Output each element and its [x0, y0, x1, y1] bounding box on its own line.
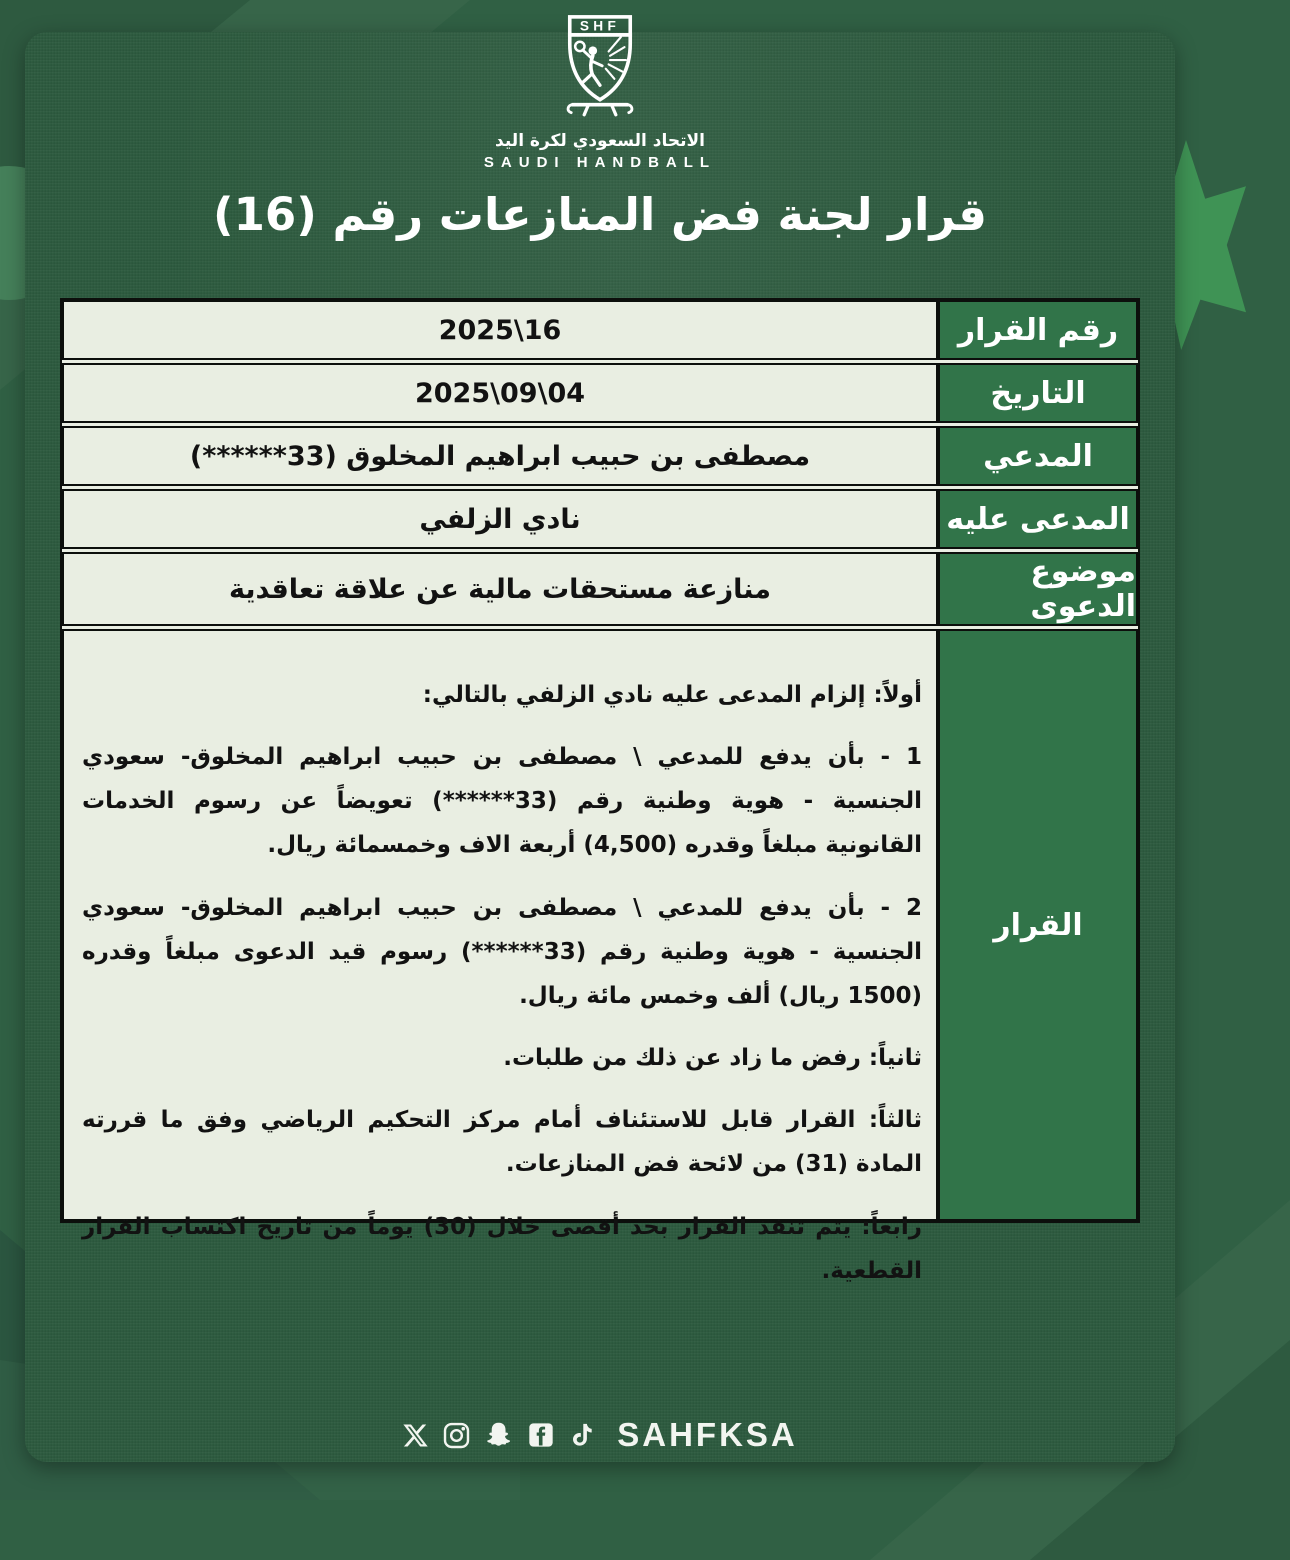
- federation-name-arabic: الاتحاد السعودي لكرة اليد: [495, 131, 705, 151]
- row-label: القرار: [938, 629, 1138, 1221]
- x-twitter-icon: [402, 1422, 429, 1449]
- row-value: منازعة مستحقات مالية عن علاقة تعاقدية: [62, 552, 938, 626]
- row-label: المدعى عليه: [938, 489, 1138, 549]
- decision-paragraph: ثانياً: رفض ما زاد عن ذلك من طلبات.: [503, 1045, 922, 1072]
- decision-paragraph: 1 - بأن يدفع للمدعي \ مصطفى بن حبيب ابراهيم المخلوق- سعودي الجنسية - هوية وطنية رقم (33******) تعويضاً عن رسوم الخدمات القانونية مبلغاً وقدره (4,500) أربعة الاف وخمسمائة ريال.: [82, 744, 922, 859]
- row-label: التاريخ: [938, 363, 1138, 423]
- social-handle: SAHFKSA: [617, 1416, 798, 1453]
- snapchat-icon: [484, 1420, 514, 1450]
- federation-name-english: SAUDI HANDBALL: [483, 154, 717, 171]
- decision-paragraph: ثالثاً: القرار قابل للاستئناف أمام مركز التحكيم الرياضي وفق ما قررته المادة (31) من لائحة فض المنازعات.: [82, 1107, 922, 1178]
- row-value: نادي الزلفي: [62, 489, 938, 549]
- table-row-decision-number: [62, 300, 1138, 360]
- row-label: رقم القرار: [938, 300, 1138, 360]
- row-value: 16\2025: [62, 300, 938, 360]
- page-title: قرار لجنة فض المنازعات رقم (16): [213, 188, 987, 241]
- svg-text:SHF: SHF: [579, 18, 621, 34]
- table-row-defendant: [62, 489, 1138, 549]
- facebook-icon: [527, 1421, 555, 1449]
- table-row-date: [62, 363, 1138, 423]
- decision-paragraph: 2 - بأن يدفع للمدعي \ مصطفى بن حبيب ابراهيم المخلوق- سعودي الجنسية - هوية وطنية رقم (33******) رسوم قيد الدعوى مبلغاً وقدره (1500 ريال) ألف وخمس مائة ريال.: [82, 894, 923, 1009]
- row-value: 04\09\2025: [62, 363, 938, 423]
- decision-text: [62, 629, 938, 1284]
- decision-paragraph: أولاً: إلزام المدعى عليه نادي الزلفي بالتالي:: [422, 682, 922, 708]
- shf-federation-logo: [0, 0, 1200, 171]
- instagram-icon: [442, 1421, 471, 1450]
- tiktok-icon: [568, 1421, 596, 1449]
- table-row-case-subject: [62, 552, 1138, 626]
- decision-table: [60, 298, 1140, 1284]
- shf-crest-icon: [544, 14, 656, 122]
- social-footer: [0, 1416, 1200, 1454]
- row-label: موضوع الدعوى: [938, 552, 1138, 626]
- table-row-plaintiff: [62, 426, 1138, 486]
- decision-paragraph: رابعاً: يتم تنفذ القرار بحد أقصى خلال (30) يوماً من تاريخ اكتساب القرار القطعية.: [82, 1213, 922, 1284]
- row-value: مصطفى بن حبيب ابراهيم المخلوق (33******): [62, 426, 938, 486]
- row-label: المدعي: [938, 426, 1138, 486]
- table-row-decision-body: [62, 629, 1138, 1284]
